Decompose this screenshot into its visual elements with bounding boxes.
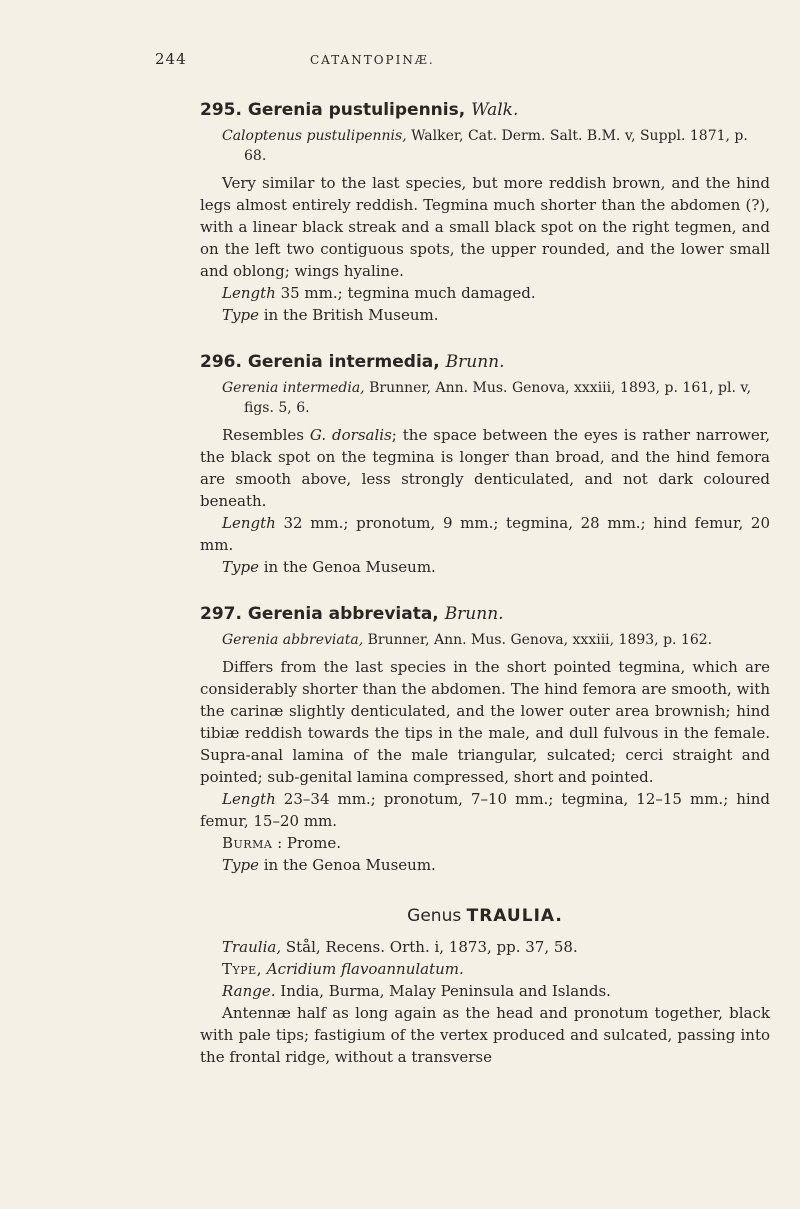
type-text: in the Genoa Museum. [258,856,436,874]
genus-range-line [200,980,770,1002]
genus-description: Antennæ half as long again as the head and pronotum together, black with pale tips; fastigium of the vertex produced and sulcated, passing into the frontal ridge, without a transverse [200,1004,770,1066]
genus-type-species: Acridium flavoannulatum. [261,960,464,978]
length-label: Length [222,284,276,302]
species-author: Brunn. [445,352,505,372]
length-label: Length [222,514,276,532]
species-name: Gerenia pustulipennis, [247,100,466,120]
species-entry-297 [200,604,770,876]
reference-text: Brunner, Ann. Mus. Genova, xxxiii, 1893, p. 162. [363,632,713,648]
reference-text: Brunner, Ann. Mus. Genova, xxxiii, 1893, p. 161, pl. v, figs. 5, 6. [244,380,752,416]
type-line [200,556,770,578]
locality-text: : Prome. [272,834,342,852]
species-heading [200,604,770,624]
type-label: Type [222,306,259,324]
genus-ref-name: Traulia, [222,938,282,956]
species-entry-296 [200,352,770,578]
length-text: 23–34 mm.; pronotum, 7–10 mm.; tegmina, 12–15 mm.; hind femur, 15–20 mm. [200,790,770,830]
genus-prefix: Genus [407,906,467,926]
description: Very similar to the last species, but more reddish brown, and the hind legs almost entirely reddish. Tegmina much shorter than the abdomen (?), with a linear black streak and a small black spot on the right tegmen, and on the left two contiguous spots, the upper rounded, and the lower small and oblong; wings hyaline. [200,174,770,280]
range-label: Range. [222,982,276,1000]
type-text: in the Genoa Museum. [258,558,436,576]
synonym-reference [222,630,770,650]
type-text: in the British Museum. [258,306,439,324]
genus-type-line [200,958,770,980]
type-label: Type [222,856,259,874]
reference-text: Walker, Cat. Derm. Salt. B.M. v, Suppl. 1871, p. 68. [244,128,748,164]
length-text: 35 mm.; tegmina much damaged. [275,284,536,302]
species-heading [200,352,770,372]
genus-ref-text: Stål, Recens. Orth. i, 1873, pp. 37, 58. [281,938,578,956]
species-author: Brunn. [444,604,504,624]
description-pre: Resembles [222,426,310,444]
synonym-name: Caloptenus pustulipennis, [222,128,407,144]
description [200,424,770,512]
range-text: India, Burma, Malay Peninsula and Islands. [275,982,611,1000]
length-line [200,788,770,832]
length-line [200,512,770,556]
running-head: CATANTOPINÆ. [310,53,435,67]
locality-line [200,832,770,854]
synonym-name: Gerenia intermedia, [222,380,365,396]
type-label: Type [222,558,259,576]
species-heading [200,100,770,120]
type-line [200,304,770,326]
genus-reference [200,936,770,958]
genus-name: TRAULIA. [466,906,563,926]
length-line [200,282,770,304]
species-entry-295 [200,100,770,326]
species-name: Gerenia abbreviata, [247,604,439,624]
compared-species: G. dorsalis [309,426,392,444]
description: Differs from the last species in the short pointed tegmina, which are considerably shorter than the abdomen. The hind femora are smooth, with the carinæ slightly denticulated, and the lower outer area brownish; hind tibiæ reddish towards the tips in the male, and dull fulvous in the female. Supra-anal lamina of the male triangular, sulcated; cerci straight and pointed; sub-genital lamina compressed, short and pointed. [200,658,770,786]
genus-section [200,906,770,1068]
length-text: 32 mm.; pronotum, 9 mm.; tegmina, 28 mm.; hind femur, 20 mm. [200,514,770,554]
type-line [200,854,770,876]
page-number: 244 [155,50,187,68]
locality-label: Burma [222,834,273,852]
species-number: 295. [200,100,242,120]
species-number: 297. [200,604,242,624]
synonym-reference [222,378,770,418]
species-number: 296. [200,352,242,372]
genus-heading [200,906,770,926]
species-name: Gerenia intermedia, [247,352,440,372]
synonym-name: Gerenia abbreviata, [222,632,364,648]
species-author: Walk. [471,100,519,120]
length-label: Length [222,790,276,808]
synonym-reference [222,126,770,166]
page-header [155,50,770,74]
genus-type-label: Type, [222,960,262,978]
description-post: ; the space between the eyes is rather narrower, the black spot on the tegmina is longer than broad, and the hind femora are smooth above, less strongly denticulated, and not dark coloured beneath. [200,426,770,510]
